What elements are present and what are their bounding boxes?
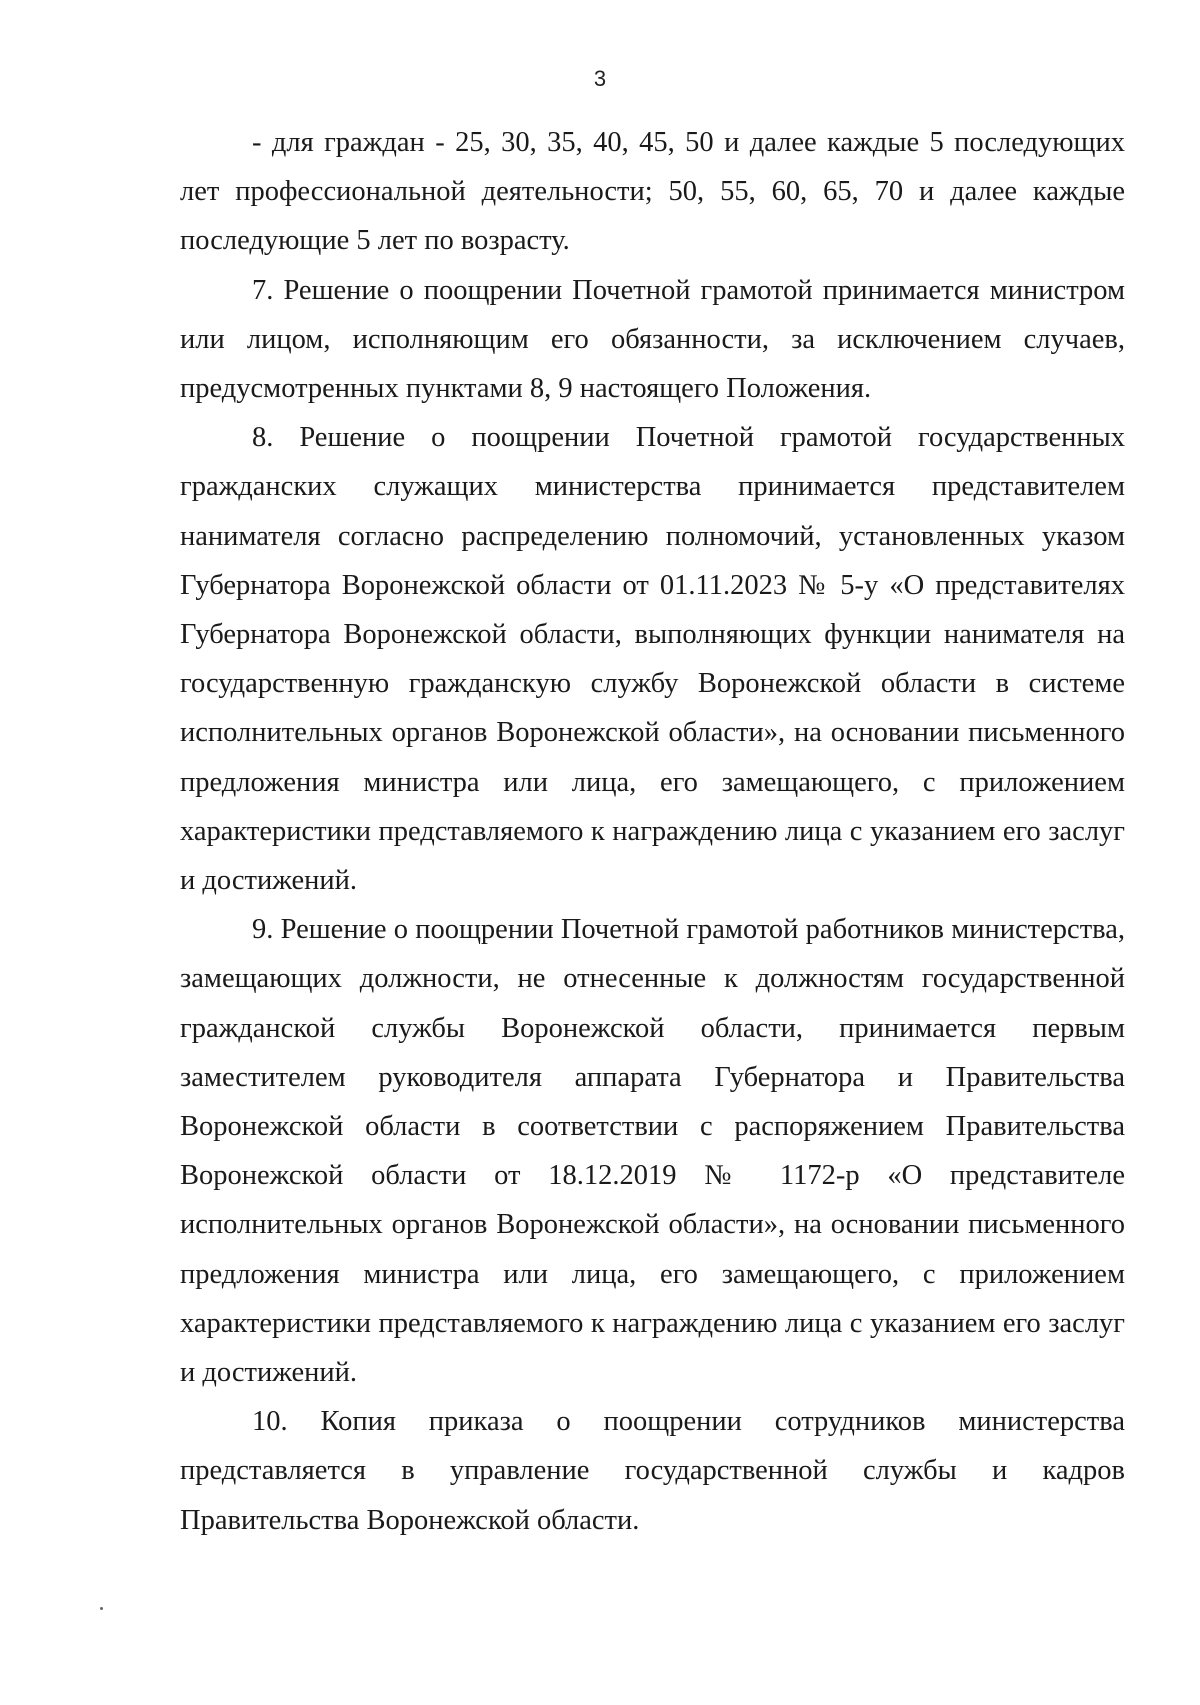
- paragraph-item-9: 9. Решение о поощрении Почетной грамотой работников министерства, замещающих должности, не отнесенные к должностям государственной гражданской службы Воронежской области, принимается первым заместителем руководителя аппарата Губернатора и Правительства Воронежской области в соответствии с распоряжением Правительства Воронежской области от 18.12.2019 № 1172-р «О представителе исполнительных органов Воронежской области», на основании письменного предложения министра или лица, его замещающего, с приложением характеристики представляемого к награждению лица с указанием его заслуг и достижений.: [180, 914, 1125, 1389]
- page-number: 3: [593, 66, 607, 91]
- paragraph-continuation: - для граждан - 25, 30, 35, 40, 45, 50 и далее каждые 5 последующих лет профессиональной деятельности; 50, 55, 60, 65, 70 и далее каждые последующие 5 лет по возрасту.: [180, 127, 1125, 257]
- paragraph-item-10: 10. Копия приказа о поощрении сотрудников министерства представляется в управление государственной службы и кадров Правительства Воронежской области.: [180, 1406, 1125, 1536]
- document-body: [180, 118, 1125, 1545]
- paragraph-item-7: 7. Решение о поощрении Почетной грамотой принимается министром или лицом, исполняющим его обязанности, за исключением случаев, предусмотренных пунктами 8, 9 настоящего Положения.: [180, 274, 1125, 405]
- scan-dot-mark: [100, 1607, 103, 1610]
- paragraph-item-8: 8. Решение о поощрении Почетной грамотой государственных гражданских служащих министерства принимается представителем нанимателя согласно распределению полномочий, установленных указом Губернатора Воронежской области от 01.11.2023 № 5-у «О представителях Губернатора Воронежской области, выполняющих функции нанимателя на государственную гражданскую службу Воронежской области в системе исполнительных органов Воронежской области», на основании письменного предложения министра или лица, его замещающего, с приложением характеристики представляемого к награждению лица с указанием его заслуг и достижений.: [180, 422, 1125, 897]
